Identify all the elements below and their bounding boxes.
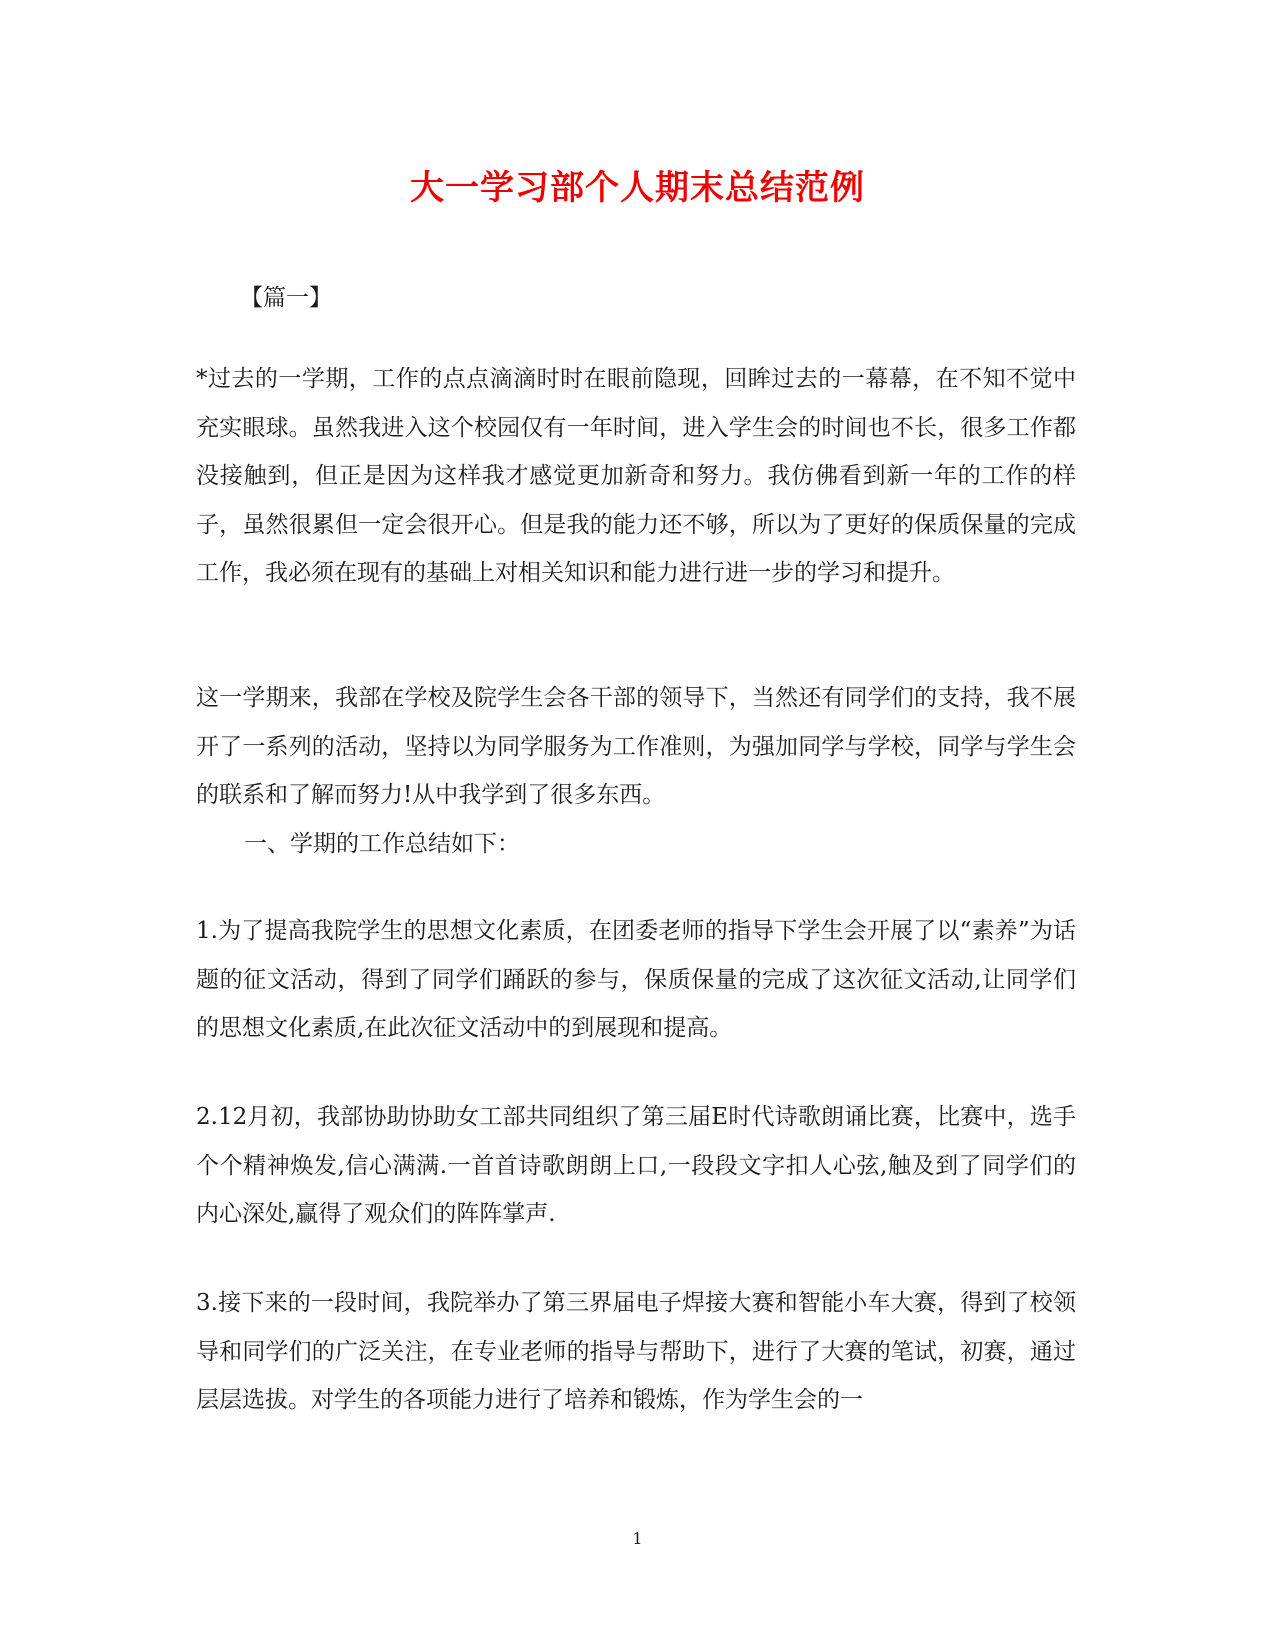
page-number: 1 [632, 1529, 643, 1548]
document-title: 大一学习部个人期末总结范例 [410, 168, 865, 208]
list-item-2: 2.12月初，我部协助协助女工部共同组织了第三届E时代诗歌朗诵比赛，比赛中，选手个个精神焕发,信心满满.一首首诗歌朗朗上口,一段段文字扣人心弦,触及到了同学们的内心深处,赢得了观众们的阵阵掌声. [196, 1104, 1076, 1227]
paragraph-1: *过去的一学期，工作的点点滴滴时时在眼前隐现，回眸过去的一幕幕，在不知不觉中充实眼球。虽然我进入这个校园仅有一年时间，进入学生会的时间也不长，很多工作都没接触到，但正是因为这样我才感觉更加新奇和努力。我仿佛看到新一年的工作的样子，虽然很累但一定会很开心。但是我的能力还不够，所以为了更好的保质保量的完成工作，我必须在现有的基础上对相关知识和能力进行进一步的学习和提升。 [196, 366, 1076, 586]
list-item-3: 3.接下来的一段时间，我院举办了第三界届电子焊接大赛和智能小车大赛，得到了校领导和同学们的广泛关注，在专业老师的指导与帮助下，进行了大赛的笔试，初赛，通过层层选拔。对学生的各项能力进行了培养和锻炼，作为学生会的一 [196, 1290, 1076, 1413]
paragraph-2: 这一学期来，我部在学校及院学生会各干部的领导下，当然还有同学们的支持，我不展开了一系列的活动，坚持以为同学服务为工作准则，为强加同学与学校，同学与学生会的联系和了解而努力!从中我学到了很多东西。 [196, 685, 1076, 808]
section-label: 【篇一】 [240, 285, 332, 311]
section-heading-1: 一、学期的工作总结如下： [244, 831, 520, 857]
list-item-1: 1.为了提高我院学生的思想文化素质，在团委老师的指导下学生会开展了以“素养”为话题的征文活动，得到了同学们踊跃的参与，保质保量的完成了这次征文活动,让同学们的思想文化素质,在此次征文活动中的到展现和提高。 [196, 918, 1076, 1041]
